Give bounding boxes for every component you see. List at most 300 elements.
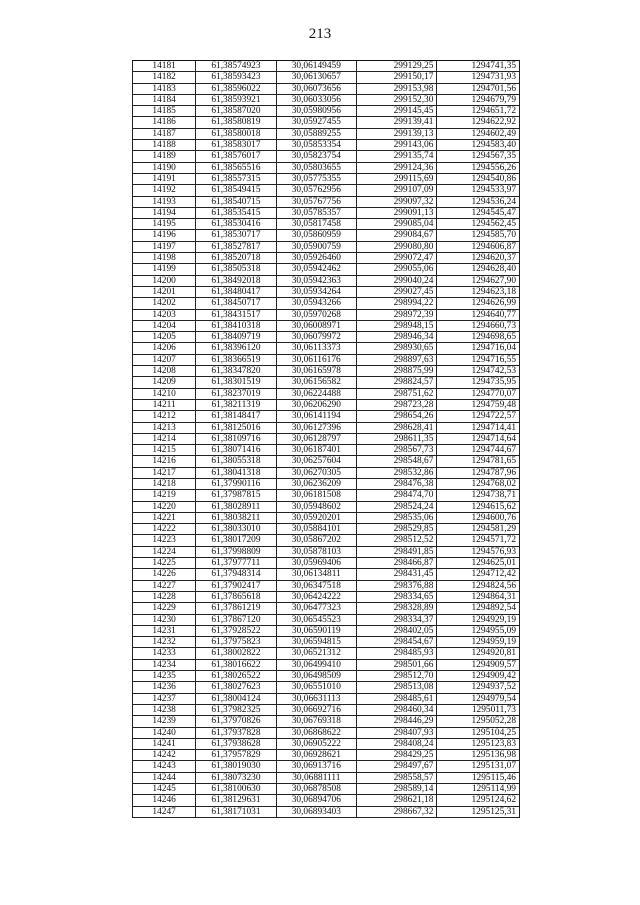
- table-row: [133, 72, 520, 83]
- y-coordinate-cell: 1294679,79: [437, 94, 520, 105]
- table-row: [133, 207, 520, 218]
- longitude-cell: 30,06128797: [276, 433, 356, 444]
- x-coordinate-cell: 299153,98: [357, 83, 437, 94]
- point-number-cell: 14240: [133, 727, 196, 738]
- table-row: [133, 591, 520, 602]
- point-number-cell: 14242: [133, 750, 196, 761]
- longitude-cell: 30,05803655: [276, 162, 356, 173]
- x-coordinate-cell: 299139,41: [357, 117, 437, 128]
- longitude-cell: 30,06692716: [276, 704, 356, 715]
- x-coordinate-cell: 298512,70: [357, 671, 437, 682]
- longitude-cell: 30,06270305: [276, 467, 356, 478]
- point-number-cell: 14185: [133, 106, 196, 117]
- latitude-cell: 61,38520718: [196, 253, 276, 264]
- latitude-cell: 61,38530717: [196, 230, 276, 241]
- table-row: [133, 671, 520, 682]
- longitude-cell: 30,06187401: [276, 445, 356, 456]
- y-coordinate-cell: 1294628,40: [437, 264, 520, 275]
- x-coordinate-cell: 298460,34: [357, 704, 437, 715]
- y-coordinate-cell: 1294627,90: [437, 275, 520, 286]
- latitude-cell: 61,37928522: [196, 625, 276, 636]
- y-coordinate-cell: 1295011,73: [437, 704, 520, 715]
- longitude-cell: 30,05860959: [276, 230, 356, 241]
- x-coordinate-cell: 298334,37: [357, 614, 437, 625]
- point-number-cell: 14191: [133, 173, 196, 184]
- x-coordinate-cell: 298485,93: [357, 648, 437, 659]
- y-coordinate-cell: 1294759,48: [437, 399, 520, 410]
- point-number-cell: 14230: [133, 614, 196, 625]
- point-number-cell: 14247: [133, 806, 196, 817]
- latitude-cell: 61,38071416: [196, 445, 276, 456]
- x-coordinate-cell: 299139,13: [357, 128, 437, 139]
- x-coordinate-cell: 298946,34: [357, 332, 437, 343]
- point-number-cell: 14195: [133, 219, 196, 230]
- point-number-cell: 14183: [133, 83, 196, 94]
- y-coordinate-cell: 1294781,65: [437, 456, 520, 467]
- longitude-cell: 30,06893403: [276, 806, 356, 817]
- x-coordinate-cell: 298501,66: [357, 659, 437, 670]
- table-row: [133, 61, 520, 72]
- latitude-cell: 61,38171031: [196, 806, 276, 817]
- longitude-cell: 30,05969406: [276, 558, 356, 569]
- y-coordinate-cell: 1294556,26: [437, 162, 520, 173]
- latitude-cell: 61,38527817: [196, 241, 276, 252]
- longitude-cell: 30,06878508: [276, 784, 356, 795]
- latitude-cell: 61,38576017: [196, 151, 276, 162]
- point-number-cell: 14206: [133, 343, 196, 354]
- x-coordinate-cell: 298532,86: [357, 467, 437, 478]
- longitude-cell: 30,05878103: [276, 546, 356, 557]
- latitude-cell: 61,38565516: [196, 162, 276, 173]
- x-coordinate-cell: 299145,45: [357, 106, 437, 117]
- longitude-cell: 30,06033056: [276, 94, 356, 105]
- x-coordinate-cell: 298611,35: [357, 433, 437, 444]
- point-number-cell: 14234: [133, 659, 196, 670]
- table-row: [133, 546, 520, 557]
- longitude-cell: 30,06905222: [276, 738, 356, 749]
- table-row: [133, 185, 520, 196]
- point-number-cell: 14245: [133, 784, 196, 795]
- y-coordinate-cell: 1294909,42: [437, 671, 520, 682]
- longitude-cell: 30,06008971: [276, 320, 356, 331]
- latitude-cell: 61,38109716: [196, 433, 276, 444]
- y-coordinate-cell: 1294651,72: [437, 106, 520, 117]
- y-coordinate-cell: 1294722,57: [437, 411, 520, 422]
- x-coordinate-cell: 299091,13: [357, 207, 437, 218]
- latitude-cell: 61,37938628: [196, 738, 276, 749]
- x-coordinate-cell: 298512,52: [357, 535, 437, 546]
- table-row: [133, 241, 520, 252]
- latitude-cell: 61,38535415: [196, 207, 276, 218]
- point-number-cell: 14217: [133, 467, 196, 478]
- x-coordinate-cell: 298529,85: [357, 524, 437, 535]
- y-coordinate-cell: 1294979,54: [437, 693, 520, 704]
- x-coordinate-cell: 299055,06: [357, 264, 437, 275]
- longitude-cell: 30,06631113: [276, 693, 356, 704]
- y-coordinate-cell: 1294712,42: [437, 569, 520, 580]
- table-row: [133, 219, 520, 230]
- y-coordinate-cell: 1295131,07: [437, 761, 520, 772]
- x-coordinate-cell: 298972,39: [357, 309, 437, 320]
- y-coordinate-cell: 1294583,40: [437, 140, 520, 151]
- table-row: [133, 456, 520, 467]
- longitude-cell: 30,06224488: [276, 388, 356, 399]
- y-coordinate-cell: 1294741,35: [437, 61, 520, 72]
- table-row: [133, 140, 520, 151]
- x-coordinate-cell: 299072,47: [357, 253, 437, 264]
- x-coordinate-cell: 298824,57: [357, 377, 437, 388]
- longitude-cell: 30,05853354: [276, 140, 356, 151]
- latitude-cell: 61,38004124: [196, 693, 276, 704]
- table-row: [133, 151, 520, 162]
- longitude-cell: 30,05767756: [276, 196, 356, 207]
- table-row: [133, 332, 520, 343]
- y-coordinate-cell: 1294701,56: [437, 83, 520, 94]
- table-row: [133, 343, 520, 354]
- longitude-cell: 30,06928621: [276, 750, 356, 761]
- y-coordinate-cell: 1294714,41: [437, 422, 520, 433]
- longitude-cell: 30,05823754: [276, 151, 356, 162]
- x-coordinate-cell: 298407,93: [357, 727, 437, 738]
- point-number-cell: 14199: [133, 264, 196, 275]
- point-number-cell: 14231: [133, 625, 196, 636]
- y-coordinate-cell: 1294744,67: [437, 445, 520, 456]
- table-row: [133, 94, 520, 105]
- point-number-cell: 14208: [133, 366, 196, 377]
- table-row: [133, 693, 520, 704]
- point-number-cell: 14210: [133, 388, 196, 399]
- point-number-cell: 14220: [133, 501, 196, 512]
- y-coordinate-cell: 1294698,65: [437, 332, 520, 343]
- y-coordinate-cell: 1294742,53: [437, 366, 520, 377]
- point-number-cell: 14243: [133, 761, 196, 772]
- table-row: [133, 320, 520, 331]
- page-number: 213: [308, 26, 332, 42]
- x-coordinate-cell: 298567,73: [357, 445, 437, 456]
- longitude-cell: 30,06156582: [276, 377, 356, 388]
- y-coordinate-cell: 1294620,37: [437, 253, 520, 264]
- latitude-cell: 61,38557315: [196, 173, 276, 184]
- latitude-cell: 61,38540715: [196, 196, 276, 207]
- x-coordinate-cell: 299150,17: [357, 72, 437, 83]
- x-coordinate-cell: 298589,14: [357, 784, 437, 795]
- x-coordinate-cell: 298476,38: [357, 478, 437, 489]
- x-coordinate-cell: 299152,30: [357, 94, 437, 105]
- latitude-cell: 61,37937828: [196, 727, 276, 738]
- y-coordinate-cell: 1295114,99: [437, 784, 520, 795]
- y-coordinate-cell: 1295115,46: [437, 772, 520, 783]
- latitude-cell: 61,38431517: [196, 309, 276, 320]
- x-coordinate-cell: 298446,29: [357, 716, 437, 727]
- longitude-cell: 30,06073656: [276, 83, 356, 94]
- longitude-cell: 30,05920201: [276, 512, 356, 523]
- table-row: [133, 230, 520, 241]
- table-row: [133, 738, 520, 749]
- longitude-cell: 30,06134811: [276, 569, 356, 580]
- longitude-cell: 30,05943266: [276, 298, 356, 309]
- point-number-cell: 14209: [133, 377, 196, 388]
- x-coordinate-cell: 298334,65: [357, 591, 437, 602]
- y-coordinate-cell: 1295123,83: [437, 738, 520, 749]
- y-coordinate-cell: 1294909,57: [437, 659, 520, 670]
- latitude-cell: 61,37867120: [196, 614, 276, 625]
- point-number-cell: 14207: [133, 354, 196, 365]
- y-coordinate-cell: 1294615,62: [437, 501, 520, 512]
- point-number-cell: 14194: [133, 207, 196, 218]
- table-row: [133, 569, 520, 580]
- x-coordinate-cell: 298621,18: [357, 795, 437, 806]
- table-row: [133, 196, 520, 207]
- x-coordinate-cell: 299027,45: [357, 286, 437, 297]
- table-row: [133, 750, 520, 761]
- x-coordinate-cell: 298875,99: [357, 366, 437, 377]
- longitude-cell: 30,06116176: [276, 354, 356, 365]
- y-coordinate-cell: 1295124,62: [437, 795, 520, 806]
- table-row: [133, 806, 520, 817]
- table-row: [133, 614, 520, 625]
- table-row: [133, 275, 520, 286]
- x-coordinate-cell: 299097,32: [357, 196, 437, 207]
- latitude-cell: 61,38480417: [196, 286, 276, 297]
- latitude-cell: 61,38587020: [196, 106, 276, 117]
- y-coordinate-cell: 1294640,77: [437, 309, 520, 320]
- point-number-cell: 14187: [133, 128, 196, 139]
- longitude-cell: 30,05980956: [276, 106, 356, 117]
- latitude-cell: 61,38530416: [196, 219, 276, 230]
- x-coordinate-cell: 298431,45: [357, 569, 437, 580]
- x-coordinate-cell: 298667,32: [357, 806, 437, 817]
- longitude-cell: 30,06181508: [276, 490, 356, 501]
- longitude-cell: 30,06347518: [276, 580, 356, 591]
- table-row: [133, 558, 520, 569]
- coordinates-table-body: [133, 61, 520, 818]
- coordinates-table-container: [132, 60, 520, 818]
- longitude-cell: 30,06477323: [276, 603, 356, 614]
- x-coordinate-cell: 299115,69: [357, 173, 437, 184]
- longitude-cell: 30,06149459: [276, 61, 356, 72]
- table-row: [133, 162, 520, 173]
- y-coordinate-cell: 1294622,92: [437, 117, 520, 128]
- coordinates-table: [132, 60, 520, 818]
- x-coordinate-cell: 298429,25: [357, 750, 437, 761]
- table-row: [133, 704, 520, 715]
- table-row: [133, 354, 520, 365]
- x-coordinate-cell: 298930,65: [357, 343, 437, 354]
- latitude-cell: 61,38038211: [196, 512, 276, 523]
- point-number-cell: 14246: [133, 795, 196, 806]
- x-coordinate-cell: 299143,06: [357, 140, 437, 151]
- table-row: [133, 795, 520, 806]
- point-number-cell: 14188: [133, 140, 196, 151]
- latitude-cell: 61,38129631: [196, 795, 276, 806]
- table-row: [133, 625, 520, 636]
- latitude-cell: 61,38211319: [196, 399, 276, 410]
- table-row: [133, 264, 520, 275]
- y-coordinate-cell: 1294892,54: [437, 603, 520, 614]
- y-coordinate-cell: 1294768,02: [437, 478, 520, 489]
- latitude-cell: 61,38026522: [196, 671, 276, 682]
- x-coordinate-cell: 298948,15: [357, 320, 437, 331]
- point-number-cell: 14213: [133, 422, 196, 433]
- y-coordinate-cell: 1294625,01: [437, 558, 520, 569]
- y-coordinate-cell: 1294571,72: [437, 535, 520, 546]
- x-coordinate-cell: 298454,67: [357, 637, 437, 648]
- longitude-cell: 30,06894706: [276, 795, 356, 806]
- table-row: [133, 433, 520, 444]
- longitude-cell: 30,05867202: [276, 535, 356, 546]
- longitude-cell: 30,06127396: [276, 422, 356, 433]
- latitude-cell: 61,38596022: [196, 83, 276, 94]
- table-row: [133, 399, 520, 410]
- x-coordinate-cell: 298654,26: [357, 411, 437, 422]
- longitude-cell: 30,05884101: [276, 524, 356, 535]
- latitude-cell: 61,37982325: [196, 704, 276, 715]
- table-row: [133, 648, 520, 659]
- latitude-cell: 61,37990116: [196, 478, 276, 489]
- point-number-cell: 14228: [133, 591, 196, 602]
- latitude-cell: 61,37865618: [196, 591, 276, 602]
- latitude-cell: 61,37970826: [196, 716, 276, 727]
- longitude-cell: 30,06521312: [276, 648, 356, 659]
- table-row: [133, 388, 520, 399]
- table-row: [133, 637, 520, 648]
- longitude-cell: 30,06545523: [276, 614, 356, 625]
- longitude-cell: 30,05934264: [276, 286, 356, 297]
- point-number-cell: 14204: [133, 320, 196, 331]
- x-coordinate-cell: 299124,36: [357, 162, 437, 173]
- y-coordinate-cell: 1294540,86: [437, 173, 520, 184]
- y-coordinate-cell: 1294533,97: [437, 185, 520, 196]
- point-number-cell: 14227: [133, 580, 196, 591]
- y-coordinate-cell: 1294787,96: [437, 467, 520, 478]
- latitude-cell: 61,38027623: [196, 682, 276, 693]
- latitude-cell: 61,38017209: [196, 535, 276, 546]
- point-number-cell: 14202: [133, 298, 196, 309]
- table-row: [133, 422, 520, 433]
- point-number-cell: 14235: [133, 671, 196, 682]
- longitude-cell: 30,06079972: [276, 332, 356, 343]
- x-coordinate-cell: 299107,09: [357, 185, 437, 196]
- x-coordinate-cell: 298723,28: [357, 399, 437, 410]
- longitude-cell: 30,06499410: [276, 659, 356, 670]
- point-number-cell: 14215: [133, 445, 196, 456]
- longitude-cell: 30,06206290: [276, 399, 356, 410]
- x-coordinate-cell: 298548,67: [357, 456, 437, 467]
- table-row: [133, 524, 520, 535]
- x-coordinate-cell: 298328,89: [357, 603, 437, 614]
- table-row: [133, 117, 520, 128]
- longitude-cell: 30,06498509: [276, 671, 356, 682]
- point-number-cell: 14216: [133, 456, 196, 467]
- y-coordinate-cell: 1294623,18: [437, 286, 520, 297]
- table-row: [133, 128, 520, 139]
- y-coordinate-cell: 1294585,70: [437, 230, 520, 241]
- y-coordinate-cell: 1294731,93: [437, 72, 520, 83]
- y-coordinate-cell: 1294955,09: [437, 625, 520, 636]
- latitude-cell: 61,38033010: [196, 524, 276, 535]
- latitude-cell: 61,37987815: [196, 490, 276, 501]
- table-row: [133, 173, 520, 184]
- latitude-cell: 61,38410318: [196, 320, 276, 331]
- point-number-cell: 14211: [133, 399, 196, 410]
- longitude-cell: 30,06165978: [276, 366, 356, 377]
- y-coordinate-cell: 1295136,98: [437, 750, 520, 761]
- longitude-cell: 30,05926460: [276, 253, 356, 264]
- point-number-cell: 14201: [133, 286, 196, 297]
- table-row: [133, 501, 520, 512]
- latitude-cell: 61,37975823: [196, 637, 276, 648]
- y-coordinate-cell: 1294714,64: [437, 433, 520, 444]
- y-coordinate-cell: 1294602,49: [437, 128, 520, 139]
- table-row: [133, 761, 520, 772]
- y-coordinate-cell: 1294738,71: [437, 490, 520, 501]
- longitude-cell: 30,05970268: [276, 309, 356, 320]
- latitude-cell: 61,38505318: [196, 264, 276, 275]
- latitude-cell: 61,38580819: [196, 117, 276, 128]
- point-number-cell: 14205: [133, 332, 196, 343]
- table-row: [133, 512, 520, 523]
- point-number-cell: 14229: [133, 603, 196, 614]
- longitude-cell: 30,05942462: [276, 264, 356, 275]
- point-number-cell: 14203: [133, 309, 196, 320]
- latitude-cell: 61,38148417: [196, 411, 276, 422]
- table-row: [133, 253, 520, 264]
- table-row: [133, 659, 520, 670]
- latitude-cell: 61,38574923: [196, 61, 276, 72]
- table-row: [133, 535, 520, 546]
- point-number-cell: 14181: [133, 61, 196, 72]
- longitude-cell: 30,06424222: [276, 591, 356, 602]
- y-coordinate-cell: 1294600,76: [437, 512, 520, 523]
- point-number-cell: 14244: [133, 772, 196, 783]
- latitude-cell: 61,37861219: [196, 603, 276, 614]
- latitude-cell: 61,38041318: [196, 467, 276, 478]
- table-row: [133, 445, 520, 456]
- point-number-cell: 14200: [133, 275, 196, 286]
- point-number-cell: 14184: [133, 94, 196, 105]
- latitude-cell: 61,38593921: [196, 94, 276, 105]
- point-number-cell: 14218: [133, 478, 196, 489]
- latitude-cell: 61,38396120: [196, 343, 276, 354]
- table-row: [133, 377, 520, 388]
- point-number-cell: 14198: [133, 253, 196, 264]
- x-coordinate-cell: 298513,08: [357, 682, 437, 693]
- point-number-cell: 14238: [133, 704, 196, 715]
- point-number-cell: 14233: [133, 648, 196, 659]
- y-coordinate-cell: 1294929,19: [437, 614, 520, 625]
- longitude-cell: 30,06868622: [276, 727, 356, 738]
- longitude-cell: 30,06881111: [276, 772, 356, 783]
- y-coordinate-cell: 1294660,73: [437, 320, 520, 331]
- y-coordinate-cell: 1294536,24: [437, 196, 520, 207]
- x-coordinate-cell: 298376,88: [357, 580, 437, 591]
- latitude-cell: 61,37998809: [196, 546, 276, 557]
- latitude-cell: 61,38100630: [196, 784, 276, 795]
- point-number-cell: 14186: [133, 117, 196, 128]
- latitude-cell: 61,38549415: [196, 185, 276, 196]
- y-coordinate-cell: 1294716,04: [437, 343, 520, 354]
- table-row: [133, 580, 520, 591]
- longitude-cell: 30,05785357: [276, 207, 356, 218]
- point-number-cell: 14223: [133, 535, 196, 546]
- longitude-cell: 30,05889255: [276, 128, 356, 139]
- y-coordinate-cell: 1294626,99: [437, 298, 520, 309]
- longitude-cell: 30,05927455: [276, 117, 356, 128]
- point-number-cell: 14237: [133, 693, 196, 704]
- latitude-cell: 61,37902417: [196, 580, 276, 591]
- x-coordinate-cell: 299084,67: [357, 230, 437, 241]
- x-coordinate-cell: 298485,61: [357, 693, 437, 704]
